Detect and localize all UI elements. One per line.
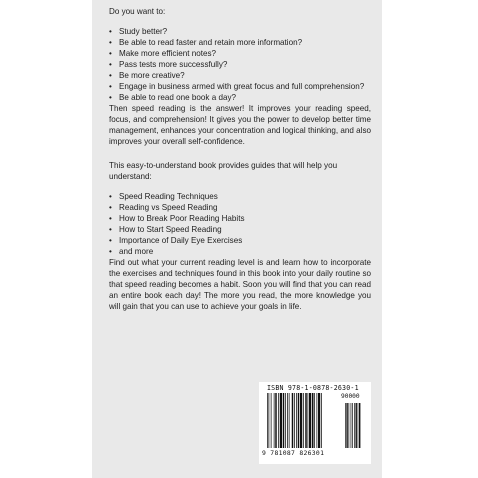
back-cover-text — [109, 6, 371, 325]
list-item: • Reading vs Speed Reading — [109, 202, 371, 213]
closing-paragraph: Find out what your current reading level is and learn how to incorporate the exercises and techniques found in this book into your daily routine so that speed reading becomes a habit. Soon you will find that you can read an entire book each day! The more you read, the more knowledge you will gain that you can use to achieve your goals in life. — [109, 258, 371, 311]
list-item: • How to Break Poor Reading Habits — [109, 213, 371, 224]
list-item: • Be able to read one book a day? — [109, 92, 371, 103]
topics-list — [109, 191, 371, 257]
wants-list — [109, 26, 371, 103]
list-item: • Be more creative? — [109, 70, 371, 81]
isbn-label: ISBN 978-1-0878-2630-1 — [267, 384, 359, 392]
list-item: • How to Start Speed Reading — [109, 224, 371, 235]
list-item: • Study better? — [109, 26, 371, 37]
list-item: • and more — [109, 246, 371, 257]
list-item: • Make more efficient notes? — [109, 48, 371, 59]
list-item: • Engage in business armed with great focus and full comprehension? — [109, 81, 371, 92]
list-item: • Be able to read faster and retain more information? — [109, 37, 371, 48]
intro-line: Do you want to: — [109, 7, 166, 16]
ean-number: 9 781087 826301 — [262, 449, 325, 457]
barcode-box — [259, 382, 371, 464]
list-item: • Pass tests more successfully? — [109, 59, 371, 70]
guides-paragraph: This easy-to-understand book provides guides that will help you understand: — [109, 161, 338, 181]
barcode-image — [265, 393, 367, 451]
list-item: • Importance of Daily Eye Exercises — [109, 235, 371, 246]
answer-paragraph: Then speed reading is the answer! It improves your reading speed, focus, and comprehension! It gives you the power to develop better time management, enhances your concentration and logical thinking, and also improves your overall self-confidence. — [109, 104, 371, 146]
price-code: 90000 — [341, 393, 360, 400]
list-item: • Speed Reading Techniques — [109, 191, 371, 202]
